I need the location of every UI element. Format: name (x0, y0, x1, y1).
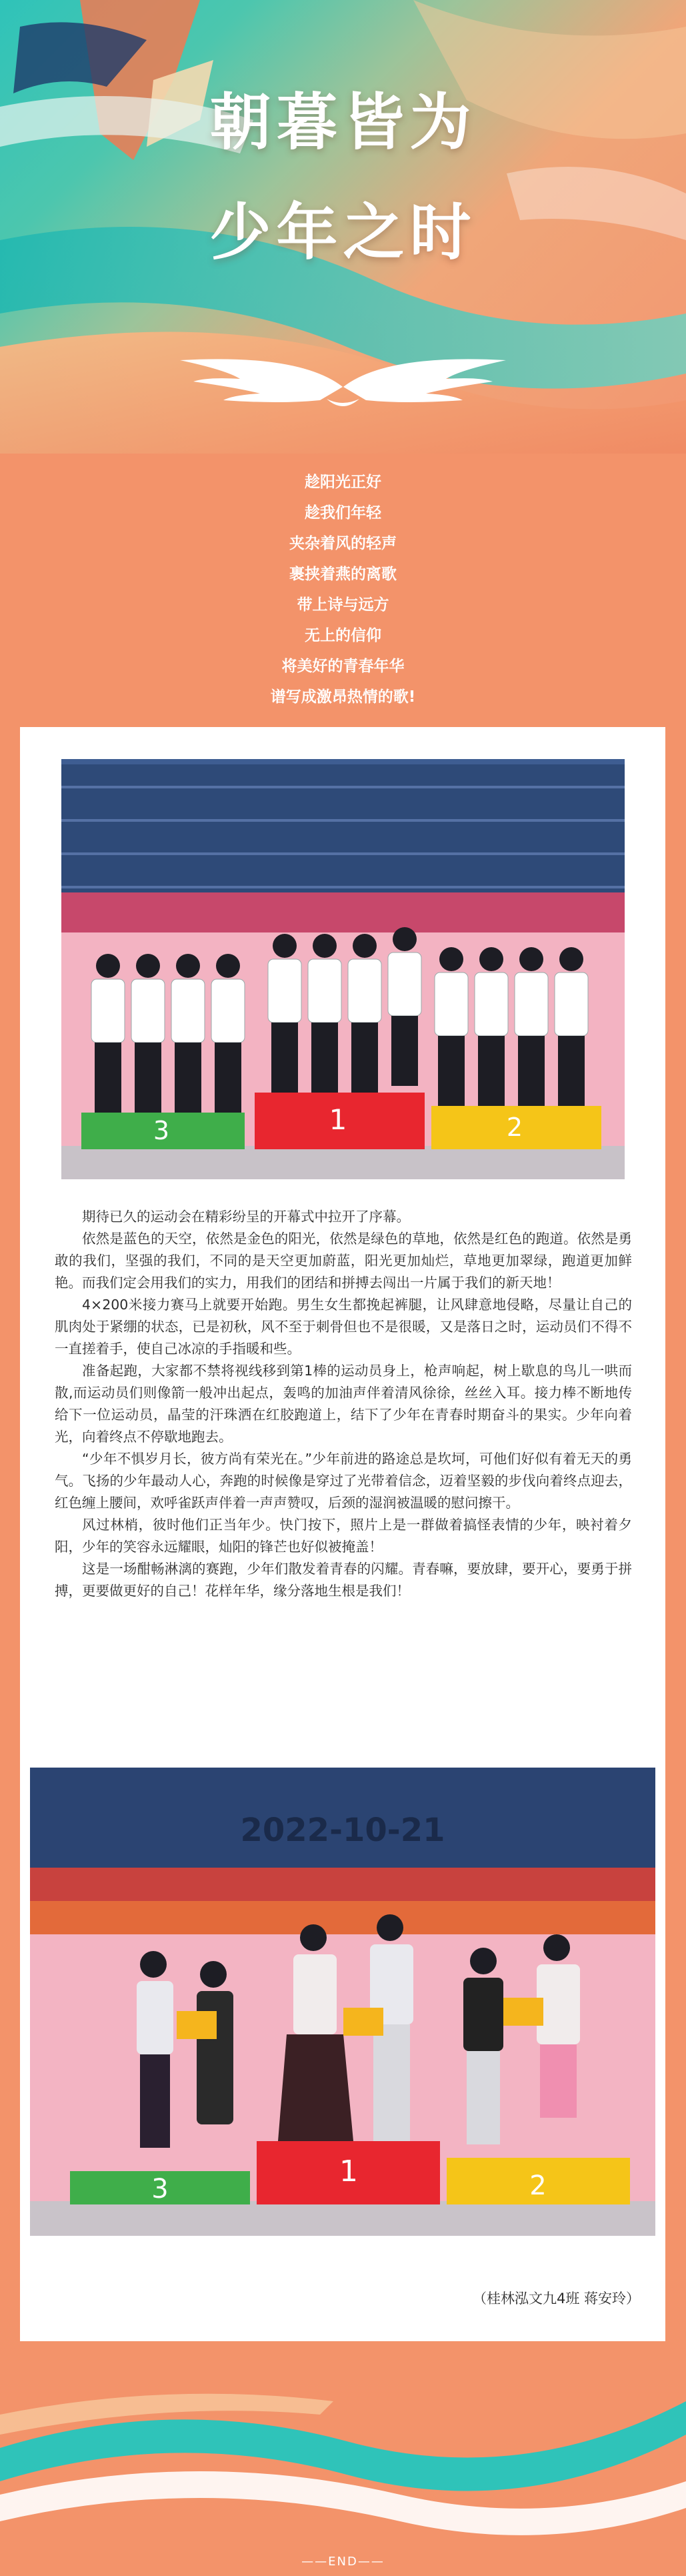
article-paragraph: 这是一场酣畅淋漓的赛跑，少年们散发着青春的闪耀。青春嘛，要放肆，要开心，要勇于拼搏，更要做更好的自己！花样年华，缘分落地生根是我们！ (55, 1561, 632, 1599)
footer-swoosh-art (0, 2341, 686, 2576)
end-marker: ——END—— (301, 2555, 385, 2569)
footer-art (0, 2341, 686, 2576)
podium-photo-1-art (61, 759, 625, 1179)
hero-title-line-2: 少年之时 (209, 197, 477, 268)
podium-label-3: 3 (153, 1116, 170, 1145)
poem-line: 裹挟着燕的离歌 (289, 566, 397, 583)
hero-banner (0, 0, 686, 454)
podium-label-2: 2 (506, 1113, 523, 1142)
podium-label-1: 1 (339, 2154, 358, 2188)
podium-photo-2 (30, 1768, 655, 2236)
article-paragraph: 准备起跑，大家都不禁将视线移到第1棒的运动员身上，枪声响起，树上歇息的鸟儿一哄而散,而运动员们则像箭一般冲出起点，轰鸣的加油声伴着清风徐徐，丝丝入耳。接力棒不断地传给下一位运动员，晶莹的汗珠洒在红胶跑道上，结下了少年在青春时期奋斗的果实。少年向着光，向着终点不停歇地跑去。 (55, 1363, 632, 1445)
podium-photo-1 (61, 759, 625, 1179)
poem-line: 谱写成激昂热情的歌! (270, 688, 416, 706)
banner-date: 2022-10-21 (240, 1812, 445, 1849)
article-paragraph: 依然是蓝色的天空，依然是金色的阳光，依然是绿色的草地，依然是红色的跑道。依然是勇敢的我们，坚强的我们，不同的是天空更加蔚蓝，阳光更加灿烂，草地更加翠绿，跑道更加鲜艳。而我们定会用我们的实力，用我们的团结和拼搏去闯出一片属于我们的新天地！ (55, 1231, 632, 1291)
poem-block (0, 467, 686, 712)
podium-label-1: 1 (329, 1103, 347, 1136)
poem-line: 无上的信仰 (305, 627, 381, 644)
poem-line: 趁我们年轻 (305, 504, 381, 522)
hero-title-line-1: 朝暮皆为 (209, 87, 477, 158)
article-paragraph: “少年不惧岁月长，彼方尚有荣光在。”少年前进的路途总是坎坷，可他们好似有着无天的勇气。飞扬的少年最动人心，奔跑的时候像是穿过了光带着信念，迈着坚毅的步伐向着终点迎去，红色缠上腰间，欢呼雀跃声伴着一声声赞叹，后颈的湿润被温暖的慰问擦干。 (55, 1451, 632, 1511)
podium-label-2: 2 (529, 2170, 547, 2201)
author-caption: （桂林泓文九4班 蒋安玲） (472, 2291, 640, 2307)
poem-line: 带上诗与远方 (297, 596, 389, 614)
poem-line: 夹杂着风的轻声 (289, 535, 397, 552)
podium-photo-2-art (30, 1768, 655, 2236)
poem-line: 趁阳光正好 (305, 474, 381, 491)
article-card (20, 727, 665, 2341)
article-paragraph: 风过林梢，彼时他们正当年少。快门按下，照片上是一群做着搞怪表情的少年，映衬着夕阳，少年的笑容永远耀眼，灿阳的锋芒也好似被掩盖！ (55, 1517, 632, 1555)
wings-icon (167, 347, 519, 420)
article-paragraph: 期待已久的运动会在精彩纷呈的开幕式中拉开了序幕。 (82, 1209, 410, 1225)
article-paragraph: 4×200米接力赛马上就要开始跑。男生女生都挽起裤腿，让风肆意地侵略，尽量让自己的肌肉处于紧绷的状态，已是初秋，风不至于刺骨但也不是很暖，又是落日之时，运动员们不得不一直搓着手，使自己冰凉的手指暖和些。 (55, 1297, 632, 1357)
podium-label-3: 3 (151, 2174, 169, 2204)
article-body (55, 1206, 632, 1602)
poem-line: 将美好的青春年华 (281, 658, 405, 675)
